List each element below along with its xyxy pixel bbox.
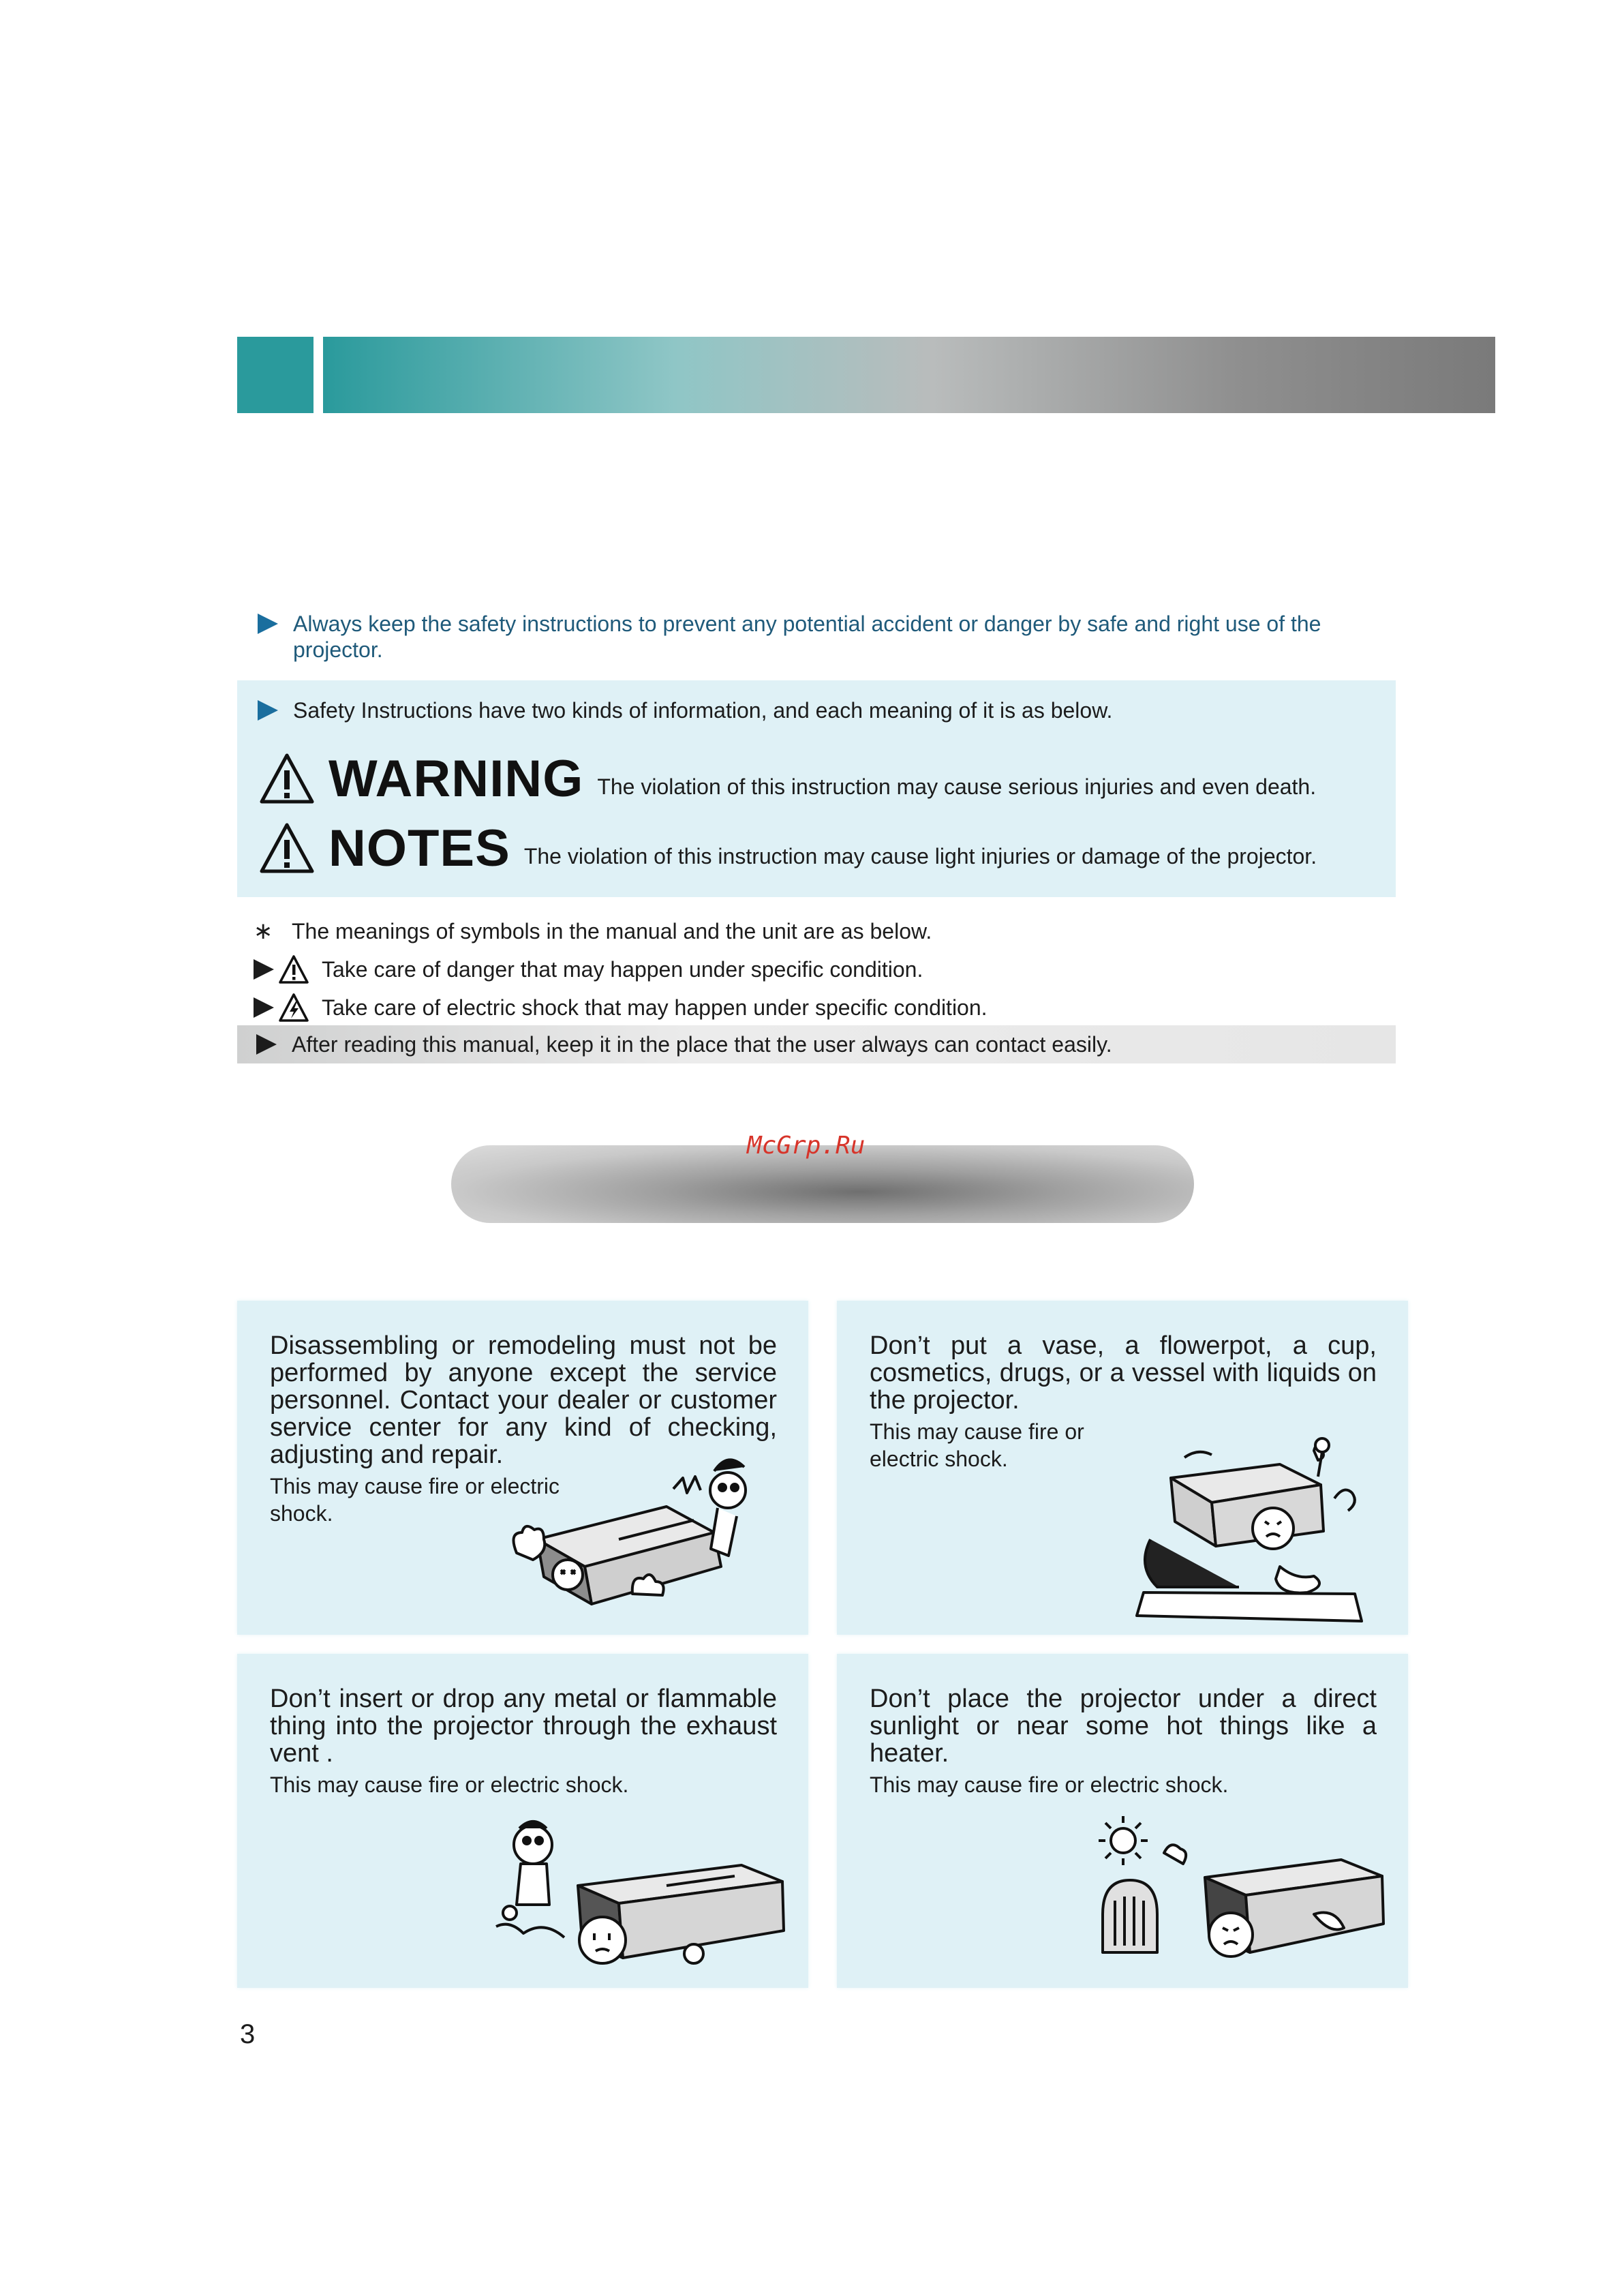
arrow-bullet-icon (258, 700, 278, 721)
shock-symbol-row: Take care of electric shock that may happen under specific condition. (254, 988, 988, 1027)
notes-label: NOTES (328, 819, 510, 877)
card-main-text: Don’t insert or drop any metal or flammable thing into the projector through the exhaust vent . (270, 1685, 777, 1768)
disassembly-illustration-icon (496, 1457, 796, 1628)
notes-description: The violation of this instruction may cause light injuries or damage of the projector. (523, 843, 1317, 868)
warning-card-disassembly (237, 1301, 808, 1635)
arrow-bullet-icon (254, 959, 274, 980)
liquids-illustration-icon (1130, 1437, 1396, 1628)
symbols-heading-row: ∗ The meanings of symbols in the manual and the unit are as below. (254, 918, 932, 944)
asterisk-icon: ∗ (254, 918, 273, 944)
electric-shock-triangle-icon (278, 993, 309, 1023)
warning-card-metal-objects (237, 1654, 808, 1988)
warning-label: WARNING (328, 749, 584, 808)
caution-triangle-icon (259, 822, 315, 874)
symbols-list (254, 912, 988, 1027)
page-number: 3 (240, 2019, 256, 2049)
warning-row (259, 751, 1316, 806)
arrow-bullet-icon (258, 614, 278, 634)
intro-paragraph: Always keep the safety instructions to prevent any potential accident or danger by safe and right use of the projector. (258, 611, 1409, 663)
card-note-text: This may cause fire or electric shock. (870, 1419, 1084, 1471)
warning-triangle-icon (259, 753, 315, 804)
heat-illustration-icon (1082, 1812, 1396, 1982)
severity-info-box (237, 680, 1396, 897)
card-note-text: This may cause fire or electric shock. (270, 1474, 560, 1526)
info-line: Safety Instructions have two kinds of information, and each meaning of it is as below. (258, 698, 1112, 723)
danger-triangle-icon (278, 954, 309, 984)
card-main-text: Don’t put a vase, a flowerpot, a cup, cosmetics, drugs, or a vessel with liquids on the projector. (870, 1331, 1377, 1415)
header-title-bar (323, 337, 1495, 413)
card-note-text: This may cause fire or electric shock. (870, 1772, 1229, 1797)
metal-objects-illustration-icon (489, 1811, 796, 1981)
card-main-text: Don’t place the projector under a direct sunlight or near some hot things like a heater. (870, 1685, 1377, 1768)
arrow-bullet-icon (256, 1034, 277, 1055)
warning-description: The violation of this instruction may cause serious injuries and even death. (597, 774, 1317, 799)
card-main-text: Disassembling or remodeling must not be performed by anyone except the service personnel. Contact your dealer or customer service center for any kind of checking, adjusting and repair. (270, 1331, 777, 1469)
after-reading-bar: After reading this manual, keep it in the place that the user always can contact easily. (237, 1025, 1396, 1063)
watermark-text: McGrp.Ru (747, 1132, 866, 1160)
card-note-text: This may cause fire or electric shock. (270, 1772, 629, 1797)
warning-card-liquids (837, 1301, 1408, 1635)
warning-card-heat (837, 1654, 1408, 1988)
notes-row (259, 821, 1317, 875)
arrow-bullet-icon (254, 997, 274, 1018)
header-accent-square (237, 337, 313, 413)
danger-symbol-row: Take care of danger that may happen under specific condition. (254, 950, 988, 988)
